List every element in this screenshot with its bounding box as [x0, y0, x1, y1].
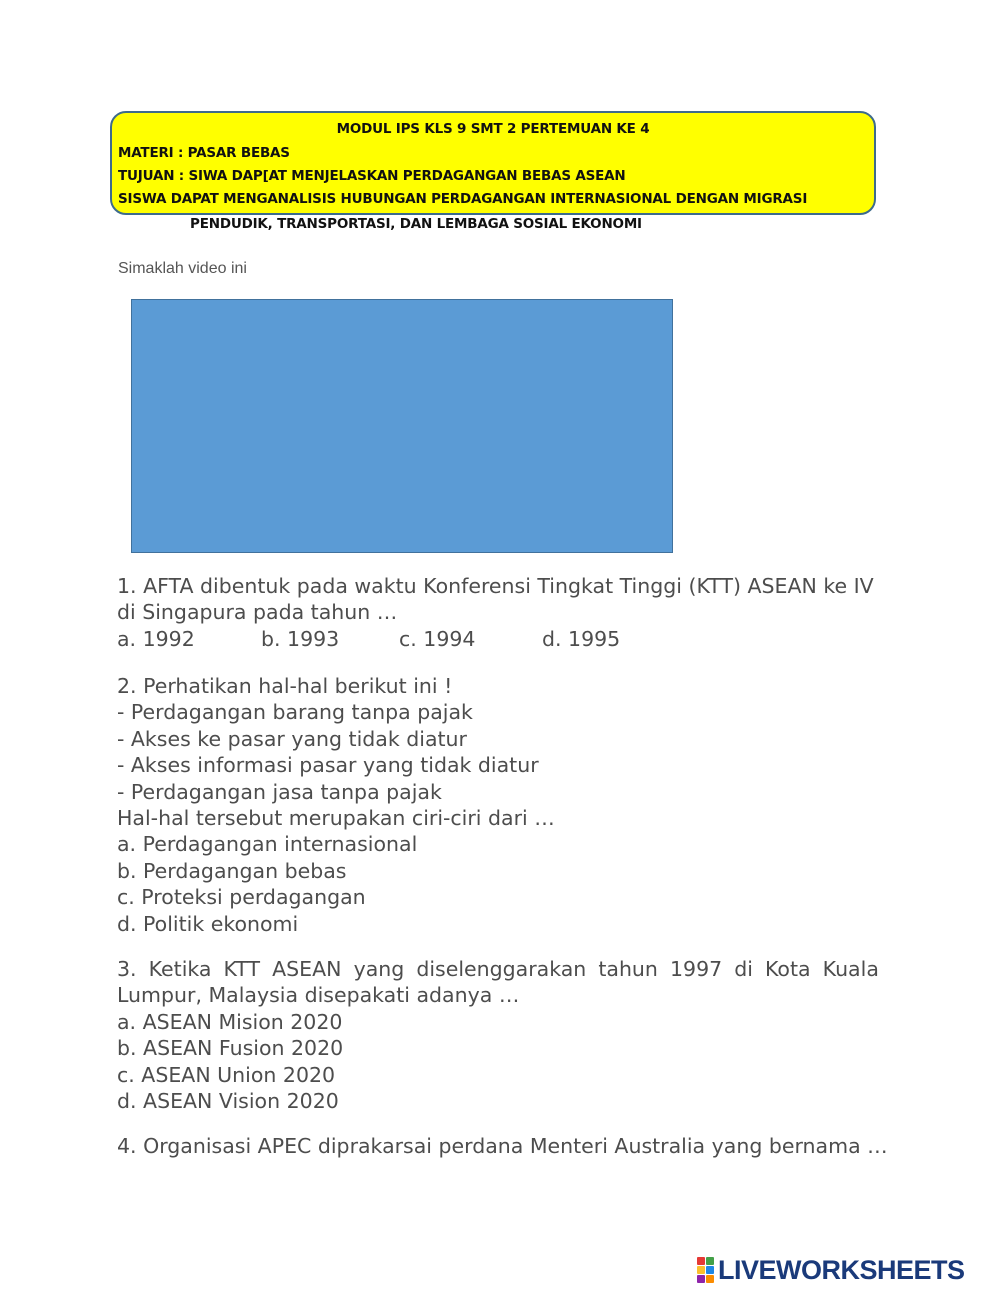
word: Ketika	[148, 957, 212, 981]
option-d[interactable]: d. ASEAN Vision 2020	[117, 1089, 339, 1114]
liveworksheets-logo-icon	[697, 1257, 714, 1283]
word: tahun	[598, 957, 658, 981]
question-text: Hal-hal tersebut merupakan ciri-ciri dari …	[117, 806, 555, 831]
question-item: - Perdagangan barang tanpa pajak	[117, 700, 473, 725]
word: yang	[353, 957, 405, 981]
question-item: - Akses ke pasar yang tidak diatur	[117, 726, 467, 751]
question-4	[117, 1133, 888, 1159]
word: KTT	[223, 957, 261, 981]
word: ASEAN	[272, 957, 342, 981]
question-text: 2. Perhatikan hal-hal berikut ini !	[117, 674, 453, 698]
question-text-justified	[117, 956, 879, 982]
option-a[interactable]: a. Perdagangan internasional	[117, 832, 418, 857]
word: diselenggarakan	[416, 957, 587, 981]
question-item: - Perdagangan jasa tanpa pajak	[117, 779, 442, 804]
intro-text: Simaklah video ini	[118, 260, 247, 277]
question-1	[117, 573, 879, 652]
question-item: - Akses informasi pasar yang tidak diatur	[117, 753, 539, 778]
word: Kota	[765, 957, 811, 981]
question-2	[117, 673, 879, 937]
video-placeholder[interactable]	[131, 299, 673, 553]
option-b[interactable]: b. ASEAN Fusion 2020	[117, 1036, 344, 1061]
option-a[interactable]: a. 1992	[117, 626, 195, 651]
liveworksheets-logo	[697, 1254, 965, 1286]
word: 1997	[669, 957, 723, 981]
objective-line: SISWA DAPAT MENGANALISIS HUBUNGAN PERDAGANGAN INTERNASIONAL DENGAN MIGRASI	[118, 191, 808, 207]
logo-text: LIVEWORKSHEETS	[718, 1254, 965, 1285]
question-text: Lumpur, Malaysia disepakati adanya …	[117, 983, 520, 1008]
option-c[interactable]: c. 1994	[399, 626, 476, 651]
option-b[interactable]: b. 1993	[261, 626, 340, 651]
tujuan-line: TUJUAN : SIWA DAP[AT MENJELASKAN PERDAGANGAN BEBAS ASEAN	[118, 168, 626, 184]
question-3	[117, 956, 879, 1114]
option-d[interactable]: d. 1995	[542, 626, 621, 651]
word: di	[734, 957, 753, 981]
option-a[interactable]: a. ASEAN Mision 2020	[117, 1009, 343, 1034]
module-title: MODUL IPS KLS 9 SMT 2 PERTEMUAN KE 4	[336, 121, 650, 137]
question-text: 4. Organisasi APEC diprakarsai perdana Menteri Australia yang bernama …	[117, 1134, 888, 1158]
question-text: 1. AFTA dibentuk pada waktu Konferensi Tingkat Tinggi (KTT) ASEAN ke IV	[117, 574, 874, 598]
word: 3.	[117, 957, 137, 981]
options-row	[117, 626, 879, 652]
word: Kuala	[822, 957, 879, 981]
objective-line-continued: PENDUDIK, TRANSPORTASI, DAN LEMBAGA SOSIAL EKONOMI	[190, 216, 642, 232]
materi-line: MATERI : PASAR BEBAS	[118, 145, 290, 161]
option-b[interactable]: b. Perdagangan bebas	[117, 858, 347, 883]
option-d[interactable]: d. Politik ekonomi	[117, 911, 299, 936]
question-text: di Singapura pada tahun …	[117, 600, 398, 625]
option-c[interactable]: c. Proteksi perdagangan	[117, 885, 366, 910]
option-c[interactable]: c. ASEAN Union 2020	[117, 1062, 336, 1087]
